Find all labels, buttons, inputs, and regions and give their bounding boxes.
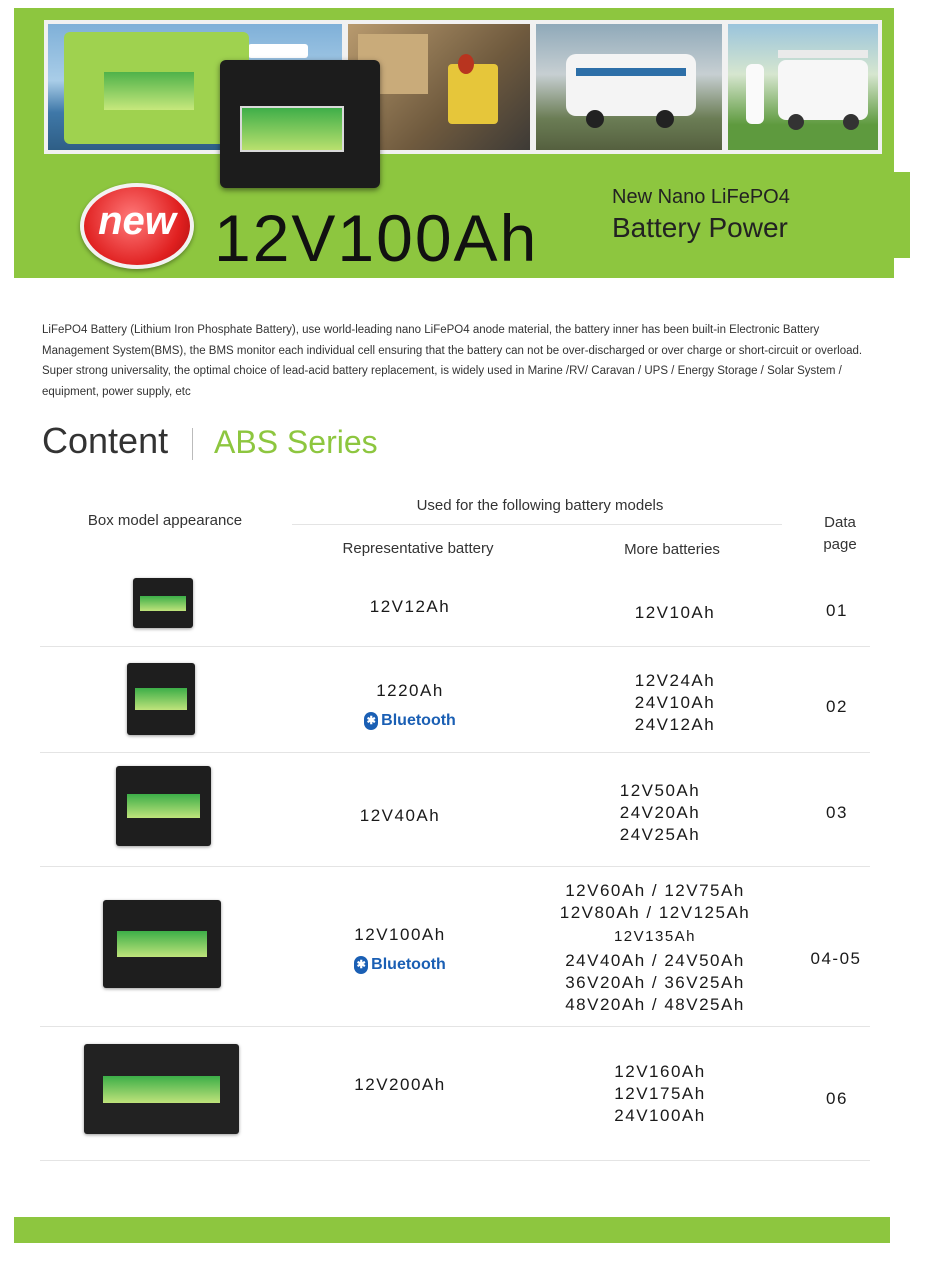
footer-bar bbox=[14, 1217, 890, 1243]
row-divider bbox=[40, 866, 870, 867]
col-header-box-model: Box model appearance bbox=[87, 512, 243, 529]
more-battery: 24V25Ah bbox=[619, 825, 701, 844]
col-header-representative: Representative battery bbox=[342, 540, 494, 557]
col-header-more: More batteries bbox=[624, 541, 720, 558]
more-battery: 12V50Ah bbox=[619, 781, 701, 800]
bluetooth-label: Bluetooth bbox=[371, 956, 446, 973]
data-page: 02 bbox=[826, 697, 848, 716]
data-page: 01 bbox=[826, 601, 848, 620]
series-title: ABS Series bbox=[214, 424, 378, 460]
section-title: Content bbox=[42, 420, 169, 461]
bluetooth-logo bbox=[290, 952, 510, 976]
bluetooth-icon: ✱ bbox=[354, 956, 368, 974]
rep-battery: 12V100Ah bbox=[354, 925, 446, 944]
product-title: 12V100Ah bbox=[214, 201, 539, 275]
battery-box-image bbox=[116, 766, 211, 846]
bluetooth-icon: ✱ bbox=[364, 712, 378, 730]
data-page: 04-05 bbox=[810, 949, 862, 968]
more-battery: 24V40Ah / 24V50Ah bbox=[565, 951, 745, 970]
motorhome-photo bbox=[536, 24, 722, 150]
rep-battery: 1220Ah bbox=[376, 681, 444, 700]
bluetooth-logo bbox=[300, 708, 520, 732]
bluetooth-label: Bluetooth bbox=[381, 712, 456, 729]
product-description: LiFePO4 Battery (Lithium Iron Phosphate Battery), use world-leading nano LiFePO4 anode material, the battery inner has been built-in Electronic Battery Management System(BMS), the BMS monitor each individual cell ensuring that the battery can not be over-discharged or over charge or short-circuit or overload. Super strong universality, the optimal choice of lead-acid battery replacement, is widely used in Marine /RV/ Caravan / UPS / Energy Storage / Solar System / equipment, power supply, etc bbox=[42, 324, 863, 398]
data-page: 03 bbox=[826, 803, 848, 822]
golf-cart-photo bbox=[728, 24, 878, 150]
battery-box-image bbox=[127, 663, 195, 735]
tagline bbox=[600, 172, 910, 258]
more-battery: 12V80Ah / 12V125Ah bbox=[559, 903, 751, 922]
row-divider bbox=[40, 1160, 870, 1161]
rep-battery: 12V40Ah bbox=[359, 806, 441, 825]
more-battery: 24V12Ah bbox=[634, 715, 716, 734]
more-battery: 12V60Ah / 12V75Ah bbox=[565, 881, 745, 900]
rep-battery: 12V200Ah bbox=[354, 1075, 446, 1094]
battery-product-image bbox=[220, 60, 380, 188]
tagline-line1: New Nano LiFePO4 bbox=[612, 186, 790, 208]
more-battery: 24V100Ah bbox=[614, 1106, 706, 1125]
more-battery: 12V10Ah bbox=[634, 603, 716, 622]
tagline-line2: Battery Power bbox=[612, 212, 788, 243]
col-header-data-page-2: page bbox=[823, 536, 857, 553]
more-battery: 48V20Ah / 48V25Ah bbox=[565, 995, 745, 1014]
rep-battery: 12V12Ah bbox=[369, 597, 451, 616]
data-page: 06 bbox=[826, 1089, 848, 1108]
more-battery: 12V160Ah bbox=[614, 1062, 706, 1081]
battery-box-image bbox=[133, 578, 193, 628]
row-divider bbox=[40, 752, 870, 753]
battery-box-image bbox=[103, 900, 221, 988]
more-battery: 24V10Ah bbox=[634, 693, 716, 712]
divider bbox=[192, 428, 193, 460]
col-group-header: Used for the following battery models bbox=[416, 497, 664, 514]
row-divider bbox=[40, 646, 870, 647]
more-battery: 36V20Ah / 36V25Ah bbox=[565, 973, 745, 992]
new-badge: new bbox=[80, 183, 194, 269]
battery-box-image bbox=[84, 1044, 239, 1134]
header-banner bbox=[14, 8, 894, 278]
col-header-data-page-1: Data bbox=[824, 514, 856, 531]
divider bbox=[292, 524, 782, 525]
more-battery: 12V135Ah bbox=[613, 928, 697, 945]
more-battery: 12V24Ah bbox=[634, 671, 716, 690]
more-battery: 12V175Ah bbox=[614, 1084, 706, 1103]
more-battery: 24V20Ah bbox=[619, 803, 701, 822]
row-divider bbox=[40, 1026, 870, 1027]
